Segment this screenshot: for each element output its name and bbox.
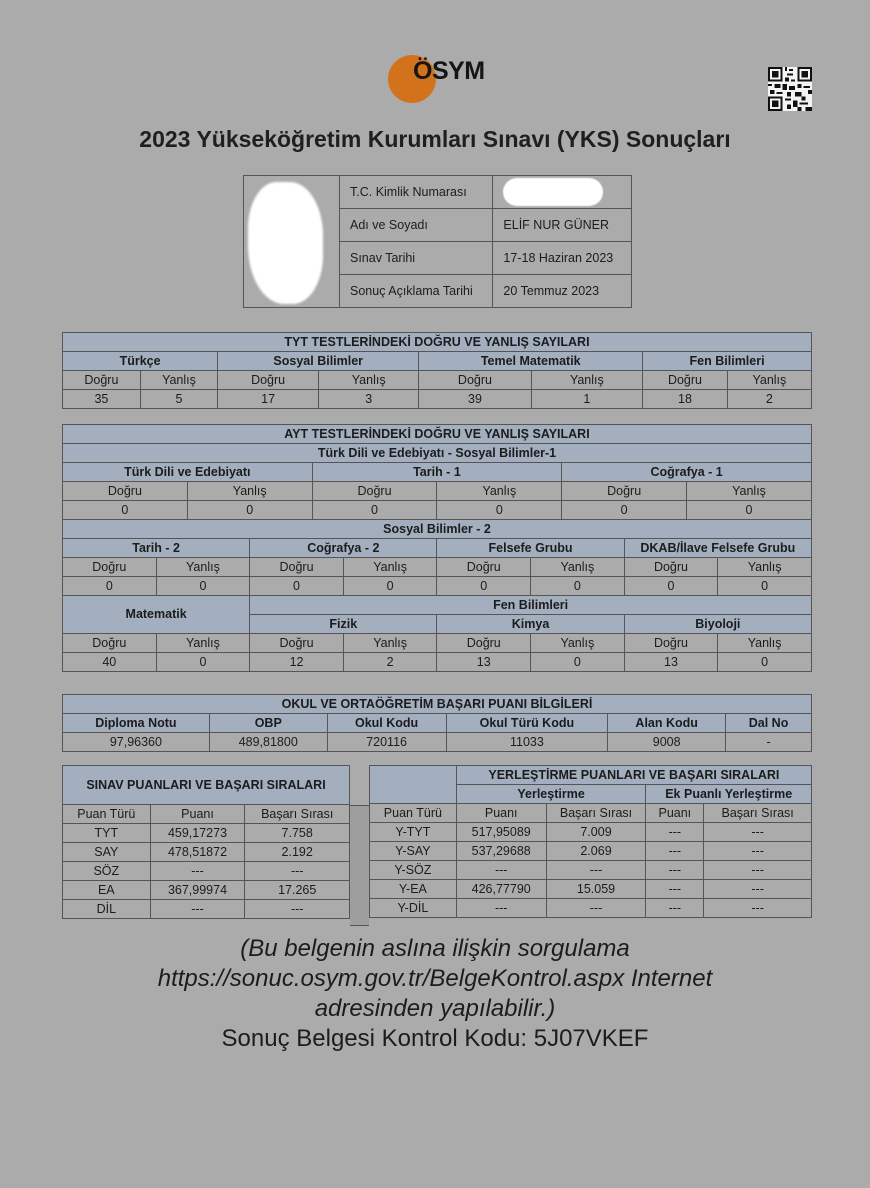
- col-dogru: Doğru: [250, 558, 344, 577]
- col-dogru: Doğru: [218, 371, 319, 390]
- score-type: TYT: [63, 824, 151, 843]
- rank-value: 2.192: [245, 843, 350, 862]
- col-dogru: Doğru: [562, 482, 687, 501]
- column-header: Puanı: [456, 804, 546, 823]
- extra-score: ---: [646, 823, 704, 842]
- col-dogru: Doğru: [63, 634, 157, 653]
- value-cell: 17: [218, 390, 319, 409]
- value-cell: 0: [156, 653, 250, 672]
- verification-note-line: (Bu belgenin aslına ilişkin sorgulama: [240, 935, 630, 962]
- score-value: 367,99974: [150, 881, 245, 900]
- placement-scores-table: [369, 765, 812, 918]
- value-cell: 97,96360: [63, 733, 210, 752]
- verification-note-line: adresinden yapılabilir.): [314, 995, 556, 1022]
- col-dogru: Doğru: [250, 634, 344, 653]
- column-header: OBP: [209, 714, 327, 733]
- col-dogru: Doğru: [63, 371, 141, 390]
- verification-footer: [0, 934, 870, 1054]
- logo-text: ÖSYM: [413, 57, 485, 85]
- value-cell: 13: [624, 653, 718, 672]
- subject-header: Temel Matematik: [419, 352, 643, 371]
- info-value: 20 Temmuz 2023: [493, 275, 632, 308]
- value-cell: 0: [624, 577, 718, 596]
- value-cell: 2: [343, 653, 437, 672]
- rank-value: ---: [245, 900, 350, 919]
- value-cell: 18: [643, 390, 728, 409]
- score-type: DİL: [63, 900, 151, 919]
- extra-rank: ---: [704, 823, 812, 842]
- rank-value: 7.009: [546, 823, 646, 842]
- subject-header: DKAB/İlave Felsefe Grubu: [624, 539, 811, 558]
- subject-header: Biyoloji: [624, 615, 811, 634]
- col-yanlis: Yanlış: [727, 371, 811, 390]
- column-header: Başarı Sırası: [546, 804, 646, 823]
- score-value: 426,77790: [456, 880, 546, 899]
- extra-score: ---: [646, 899, 704, 918]
- column-header: Başarı Sırası: [245, 805, 350, 824]
- subject-header: Tarih - 2: [63, 539, 250, 558]
- ayt-table: [62, 424, 812, 672]
- col-yanlis: Yanlış: [718, 634, 812, 653]
- extra-rank: ---: [704, 899, 812, 918]
- table-row: [63, 843, 350, 862]
- table-title: SINAV PUANLARI VE BAŞARI SIRALARI: [63, 766, 350, 805]
- column-header: Puanı: [646, 804, 704, 823]
- table-title: OKUL VE ORTAÖĞRETİM BAŞARI PUANI BİLGİLERİ: [63, 695, 812, 714]
- subject-header: Felsefe Grubu: [437, 539, 624, 558]
- score-value: ---: [150, 862, 245, 881]
- value-cell: 9008: [608, 733, 726, 752]
- table-row: [370, 861, 812, 880]
- table-row: [370, 880, 812, 899]
- page-title: 2023 Yükseköğretim Kurumları Sınavı (YKS) Sonuçları: [139, 126, 731, 152]
- score-type: SAY: [63, 843, 151, 862]
- col-yanlis: Yanlış: [319, 371, 419, 390]
- value-cell: 3: [319, 390, 419, 409]
- table-title: YERLEŞTİRME PUANLARI VE BAŞARI SIRALARI: [456, 766, 811, 785]
- score-type: Y-DİL: [370, 899, 457, 918]
- value-cell: 40: [63, 653, 157, 672]
- score-type: Y-SAY: [370, 842, 457, 861]
- candidate-info-table: [243, 175, 632, 308]
- col-yanlis: Yanlış: [343, 634, 437, 653]
- column-header: Puanı: [150, 805, 245, 824]
- extra-rank: ---: [704, 861, 812, 880]
- extra-score: ---: [646, 880, 704, 899]
- info-label: Sonuç Açıklama Tarihi: [340, 275, 493, 308]
- score-value: ---: [150, 900, 245, 919]
- info-label: Adı ve Soyadı: [340, 209, 493, 242]
- subject-header: Matematik: [63, 596, 250, 634]
- score-value: ---: [456, 899, 546, 918]
- table-row: [63, 881, 350, 900]
- table-row: [370, 899, 812, 918]
- column-header: Dal No: [726, 714, 812, 733]
- column-header: Başarı Sırası: [704, 804, 812, 823]
- score-value: 478,51872: [150, 843, 245, 862]
- col-dogru: Doğru: [624, 634, 718, 653]
- value-cell: 0: [343, 577, 437, 596]
- table-separator: [350, 805, 369, 926]
- rank-value: 15.059: [546, 880, 646, 899]
- subject-header: Türkçe: [63, 352, 218, 371]
- verification-url[interactable]: https://sonuc.osym.gov.tr/BelgeKontrol.aspx Internet: [157, 965, 713, 992]
- value-cell: 0: [437, 501, 562, 520]
- info-label: T.C. Kimlik Numarası: [340, 176, 493, 209]
- value-cell: 0: [531, 577, 625, 596]
- value-cell: 0: [312, 501, 437, 520]
- rank-value: 2.069: [546, 842, 646, 861]
- subject-header: Coğrafya - 1: [562, 463, 812, 482]
- blank-header: [370, 766, 457, 804]
- table-row: [63, 900, 350, 919]
- redaction-mark: [503, 178, 603, 206]
- column-header: Puan Türü: [63, 805, 151, 824]
- col-yanlis: Yanlış: [531, 558, 625, 577]
- column-header: Alan Kodu: [608, 714, 726, 733]
- score-type: Y-TYT: [370, 823, 457, 842]
- col-yanlis: Yanlış: [187, 482, 312, 501]
- subject-header: Fen Bilimleri: [643, 352, 812, 371]
- col-dogru: Doğru: [419, 371, 531, 390]
- value-cell: 0: [250, 577, 344, 596]
- info-value: 17-18 Haziran 2023: [493, 242, 632, 275]
- subject-header: Kimya: [437, 615, 624, 634]
- exam-scores-table: [62, 765, 350, 919]
- school-info-table: [62, 694, 812, 752]
- value-cell: 13: [437, 653, 531, 672]
- col-dogru: Doğru: [312, 482, 437, 501]
- value-cell: 0: [531, 653, 625, 672]
- qr-code-icon: [768, 67, 812, 111]
- value-cell: 0: [437, 577, 531, 596]
- value-cell: 720116: [327, 733, 446, 752]
- value-cell: 0: [718, 653, 812, 672]
- col-dogru: Doğru: [643, 371, 728, 390]
- table-row: [63, 824, 350, 843]
- column-header: Okul Türü Kodu: [446, 714, 608, 733]
- tyt-table: [62, 332, 812, 409]
- value-cell: 39: [419, 390, 531, 409]
- table-title: AYT TESTLERİNDEKİ DOĞRU VE YANLIŞ SAYILARI: [63, 425, 812, 444]
- col-dogru: Doğru: [63, 558, 157, 577]
- rank-value: ---: [546, 861, 646, 880]
- col-yanlis: Yanlış: [156, 634, 250, 653]
- value-cell: 12: [250, 653, 344, 672]
- value-cell: 0: [63, 501, 188, 520]
- subject-header: Fizik: [250, 615, 437, 634]
- score-value: 537,29688: [456, 842, 546, 861]
- subject-header: Coğrafya - 2: [250, 539, 437, 558]
- info-label: Sınav Tarihi: [340, 242, 493, 275]
- rank-value: 17.265: [245, 881, 350, 900]
- value-cell: 0: [187, 501, 312, 520]
- score-type: EA: [63, 881, 151, 900]
- col-dogru: Doğru: [63, 482, 188, 501]
- col-yanlis: Yanlış: [343, 558, 437, 577]
- value-cell: 0: [562, 501, 687, 520]
- col-yanlis: Yanlış: [687, 482, 812, 501]
- table-title: TYT TESTLERİNDEKİ DOĞRU VE YANLIŞ SAYILARI: [63, 333, 812, 352]
- score-value: 459,17273: [150, 824, 245, 843]
- score-type: Y-EA: [370, 880, 457, 899]
- value-cell: 0: [718, 577, 812, 596]
- table-row: [370, 823, 812, 842]
- table-row: [370, 842, 812, 861]
- section-title: Sosyal Bilimler - 2: [63, 520, 812, 539]
- value-cell: 489,81800: [209, 733, 327, 752]
- col-dogru: Doğru: [624, 558, 718, 577]
- col-yanlis: Yanlış: [531, 634, 625, 653]
- info-value: ELİF NUR GÜNER: [493, 209, 632, 242]
- column-header: Puan Türü: [370, 804, 457, 823]
- col-yanlis: Yanlış: [140, 371, 217, 390]
- photo-redacted: [244, 176, 340, 308]
- value-cell: 11033: [446, 733, 608, 752]
- osym-logo: [388, 55, 498, 107]
- group-header: Ek Puanlı Yerleştirme: [646, 785, 812, 804]
- rank-value: 7.758: [245, 824, 350, 843]
- subject-header: Türk Dili ve Edebiyatı: [63, 463, 313, 482]
- extra-rank: ---: [704, 842, 812, 861]
- value-cell: 35: [63, 390, 141, 409]
- value-cell: -: [726, 733, 812, 752]
- score-type: SÖZ: [63, 862, 151, 881]
- col-yanlis: Yanlış: [531, 371, 643, 390]
- group-header: Yerleştirme: [456, 785, 646, 804]
- column-header: Diploma Notu: [63, 714, 210, 733]
- section-title: Fen Bilimleri: [250, 596, 812, 615]
- score-value: ---: [456, 861, 546, 880]
- control-code: Sonuç Belgesi Kontrol Kodu: 5J07VKEF: [221, 1025, 649, 1052]
- extra-score: ---: [646, 861, 704, 880]
- extra-rank: ---: [704, 880, 812, 899]
- section-title: Türk Dili ve Edebiyatı - Sosyal Bilimler-1: [63, 444, 812, 463]
- rank-value: ---: [245, 862, 350, 881]
- col-yanlis: Yanlış: [156, 558, 250, 577]
- redaction-mark: [248, 182, 323, 304]
- value-cell: 5: [140, 390, 217, 409]
- col-dogru: Doğru: [437, 558, 531, 577]
- value-cell: 2: [727, 390, 811, 409]
- col-yanlis: Yanlış: [718, 558, 812, 577]
- column-header: Okul Kodu: [327, 714, 446, 733]
- subject-header: Tarih - 1: [312, 463, 562, 482]
- score-value: 517,95089: [456, 823, 546, 842]
- value-cell: 1: [531, 390, 643, 409]
- col-dogru: Doğru: [437, 634, 531, 653]
- value-cell: 0: [687, 501, 812, 520]
- score-type: Y-SÖZ: [370, 861, 457, 880]
- subject-header: Sosyal Bilimler: [218, 352, 419, 371]
- col-yanlis: Yanlış: [437, 482, 562, 501]
- extra-score: ---: [646, 842, 704, 861]
- rank-value: ---: [546, 899, 646, 918]
- value-cell: 0: [63, 577, 157, 596]
- value-cell: 0: [156, 577, 250, 596]
- id-number-value: [493, 176, 632, 209]
- table-row: [63, 862, 350, 881]
